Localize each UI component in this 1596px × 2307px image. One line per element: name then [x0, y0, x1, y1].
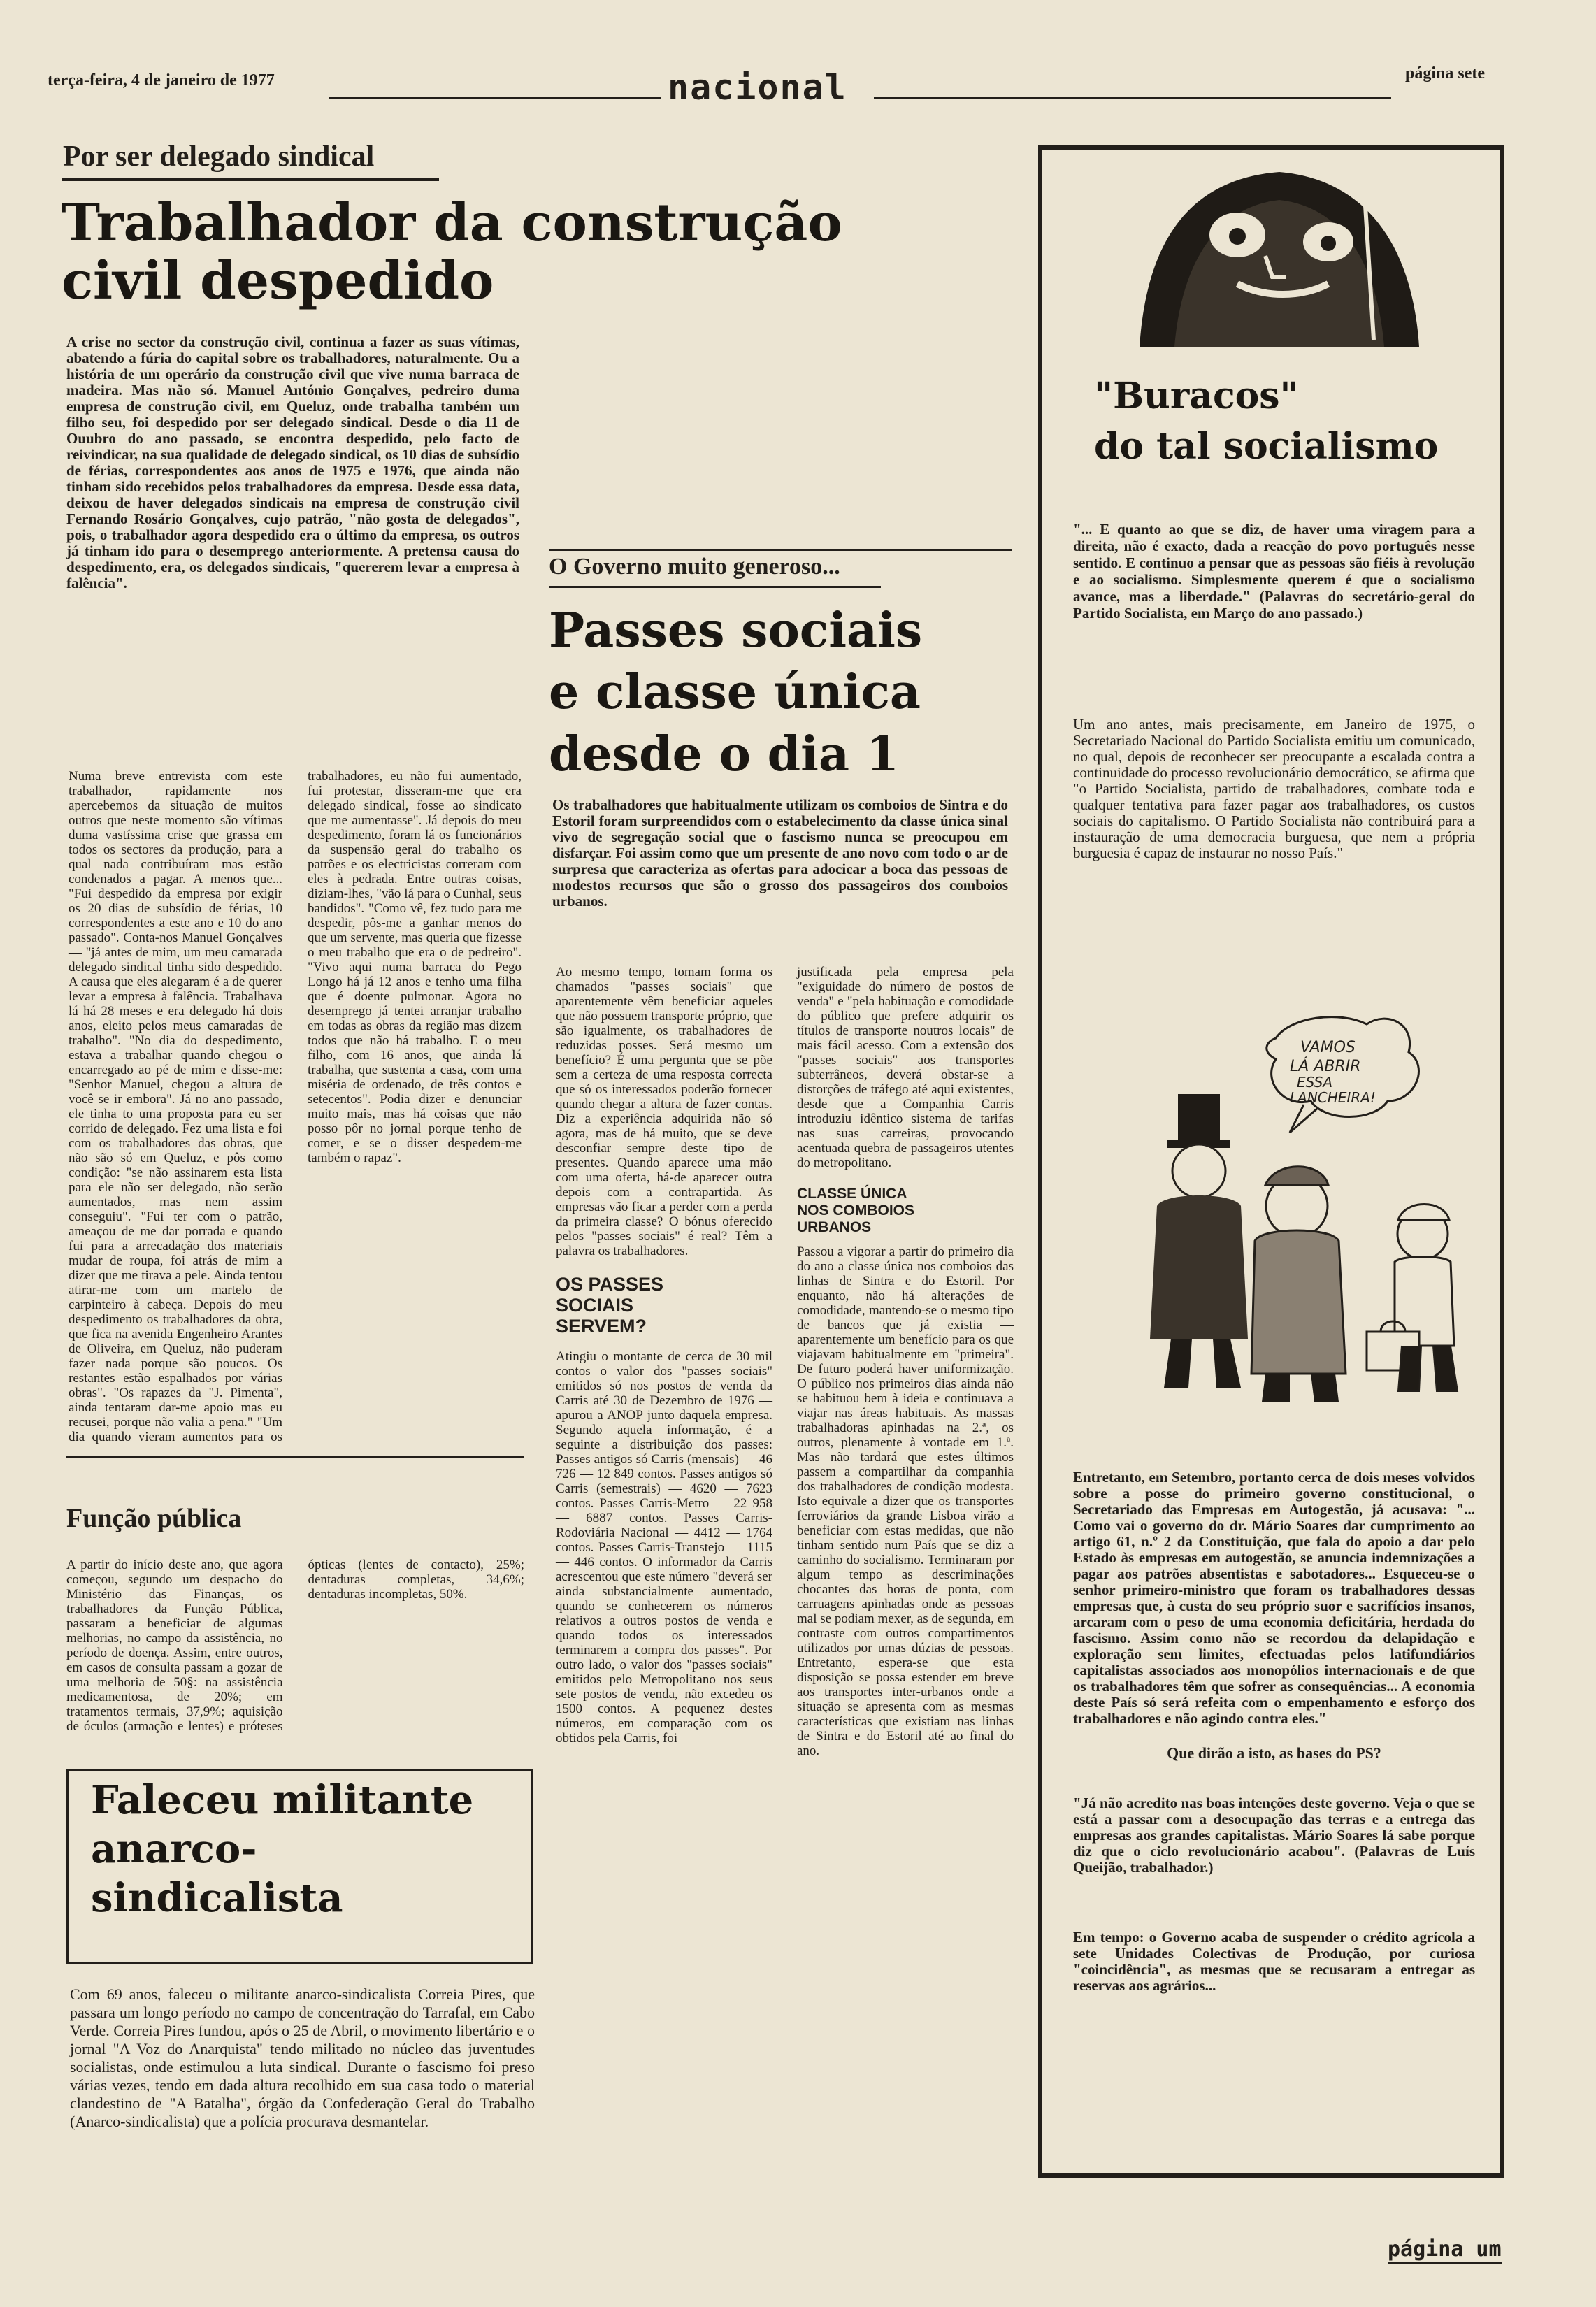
kicker-underline: [62, 178, 439, 181]
article1-kicker: Por ser delegado sindical: [63, 141, 375, 173]
buracos-para1: Um ano antes, mais precisamente, em Janeiro de 1975, o Secretariado Nacional do Partido Socialista emitiu um comunicado, no qual, depois de reconhecer ser preocupante a escalada contra a continuidade do processo revolucionário democrático, se afirma que "o Partido Socialista, partido de trabalhadores, combate toda e qualquer tentativa para fazer pagar aos trabalhadores, os custos sociais do capitalismo. O Partido Socialista não contribuirá para a instauração de uma democracia burguesa, que nem a própria burguesia é capaz de instaurar no nosso País.": [1073, 716, 1475, 861]
portrait-image: [1133, 158, 1426, 354]
funcao-headline: Função pública: [66, 1504, 242, 1533]
article2-col-rule: [549, 549, 1012, 551]
header-rule-right: [874, 97, 1391, 99]
buracos-para4: Em tempo: o Governo acaba de suspender o crédito agrícola a sete Unidades Colectivas de Produção, por curiosa "coincidência", as mesmas que se recusaram a entregar as reservas aos agrários...: [1073, 1929, 1475, 1994]
cartoon-bubble-line3: ESSA: [1297, 1074, 1332, 1091]
portrait-illustration: [1133, 158, 1426, 354]
faleceu-body: Com 69 anos, faleceu o militante anarco-sindicalista Correia Pires, que passara um longo período no campo de concentração do Tarrafal, em Cabo Verde. Correia Pires fundou, após o 25 de Abril, o movimento libertário e o jornal "A Voz do Anarquista" tendo militado no núcleo das juventudes socialistas, onde estimulou a luta sindical. Durante o fascismo foi preso várias vezes, tendo em dada altura recolhido em sua casa todo o material clandestino de "A Batalha", órgão da Confederação Geral do Trabalho (Anarco-sindicalista) que a polícia procurava desmantelar.: [70, 1985, 535, 2130]
cartoon-bubble-line4: LANCHEIRA!: [1290, 1089, 1376, 1106]
funcao-body: A partir do início deste ano, que agora começou, segundo um despacho do Ministério das Finanças, os trabalhadores da Função Pública, passaram a beneficiar de algumas melhorias, no campo da assistência, no período de doença. Assim, entre outros, em casos de consulta passam a gozar de uma melhoria de 50§: na assistência medicamentosa, de 20%; em tratamentos termais, 37,9%; aquisição de óculos (armação e lentes) e próteses ópticas (lentes de contacto), 25%; dentaduras completas, 34,6%; dentaduras incompletas, 50%.: [66, 1558, 524, 1734]
buracos-headline-1: "Buracos": [1094, 375, 1299, 417]
cartoon-bubble-line2: LÁ ABRIR: [1290, 1058, 1361, 1075]
cartoon-bubble-line1: VAMOS: [1300, 1039, 1356, 1056]
faleceu-headline: Faleceu militante anarco-sindicalista: [91, 1777, 474, 1921]
passes-body-c: justificada pela empresa pela "exiguidade do número de postos de venda" e "pela habituação e comodidade do público que prefere adquirir os títulos de transporte noutros locais" de mais fácil acesso. Com a extensão dos "passes sociais" aos transportes subterrâneos, deverá obstar-se a distorções de tráfego até aqui existentes, desde que a Companhia Carris introduziu idêntico sistema de tarifas nas suas carreiras, provocando acentuada quebra de passageiros utentes do metropolitano.: [797, 965, 1014, 1170]
passes-sub2: CLASSE ÚNICA NOS COMBOIOS URBANOS: [797, 1186, 915, 1235]
header-rule-left: [329, 97, 661, 99]
article1-headline: Trabalhador da construção civil despedido: [62, 193, 842, 311]
buracos-question: Que dirão a isto, as bases do PS?: [1167, 1744, 1381, 1762]
continued-on-page[interactable]: página um: [1388, 2237, 1502, 2264]
passes-col-a: [556, 965, 772, 1746]
buracos-headline-2: do tal socialismo: [1094, 425, 1439, 468]
cartoon-illustration: [1087, 1010, 1500, 1409]
passes-sub1: OS PASSES SOCIAIS SERVEM?: [556, 1274, 664, 1337]
article1-body: Numa breve entrevista com este trabalhador, rapidamente nos apercebemos da situação de muitos outros que neste momento são vítimas duma vastíssima crise que grassa em todos os sectores da produção, para a qual nada contribuíram mas estão condenados a pagar. A menos que... "Fui despedido da empresa por exigir os 20 dias de subsídio de férias, 10 correspondentes a este ano e 10 do ano passado". Conta-nos Manuel Gonçalves — "já antes de mim, um meu camarada delegado sindical tinha sido despedido. A causa que eles alegaram é a de querer levar a empresa à falência. Trabalhava lá há 28 meses e era delegado há dois anos, eleito pelos meus camaradas de trabalho". "No dia do despedimento, estava a trabalhar quando chegou o encarregado ao pé de mim e disse-me: "Senhor Manuel, chegou a altura de você se ir embora". Já no ano passado, ele tinha to uma proposta para eu ser corrido de delegado. Fez uma lista e foi com os trabalhadores das obras, que não são só em Queluz, e pôs como condição: "se não assinarem esta lista para ele não ser delegado, não serão aumentados, mas nem assim conseguiu". "Fui ter com o patrão, ameaçou de me dar porrada e quando fui para a arrecadação dos materiais mudar de roupa, foi atrás de mim a dizer que me tirava a pele. Ainda tentou atirar-me com um martelo de carpinteiro à cabeça. Depois do meu despedimento os trabalhadores da obra, que fica na avenida Engenheiro Arantes de Oliveira, em Queluz, não puderam fazer nada porque são poucos. Os restantes estão espalhados por várias obras". "Os rapazes da "J. Pimenta", ainda tentaram dar-me apoio mas eu recusei, porque não valia a pena." "Um dia quando vieram aumentos para os trabalhadores, eu não fui aumentado, fui protestar, disseram-me que era delegado sindical, fosse ao sindicato que me aumentasse". Já depois do meu despedimento, foram lá os funcionários da suspensão geral do trabalho os patrões e os electricistas correram com eles à pedrada. Entre outras coisas, diziam-lhes, "vão lá para o Cunhal, seus bandidos". "Como vê, fez tudo para me despedir, pôs-me a ganhar menos do que um servente, mas queria que fizesse o meu trabalho que era o de pedreiro". "Vivo aqui numa barraca do Pego Longo há já 12 anos e tenho uma filha que é doente pulmonar. Agora no desemprego já tentei arranjar trabalho em todas as obras da região mas dizem todos que não há trabalho. E o meu filho, com 16 anos, que ainda lá trabalha, que sustenta a casa, com uma miséria de ordenado, de três contos e setecentos". Podia dizer e denunciar muito mais, mas há coisas que não posso pôr no jornal porque tenho de comer, e se o disser despedem-me também o rapaz".: [69, 769, 522, 1444]
buracos-para3: "Já não acredito nas boas intenções deste governo. Veja o que se está a passar com a desocupação das terras e a entrega das empresas aos grandes capitalistas. Mário Soares lá sabe porque diz que o ciclo revolucionário acabou". (Palavras de Luís Queijão, trabalhador.): [1073, 1795, 1475, 1876]
article1-bottom-rule: [66, 1456, 524, 1458]
passes-body-b: Atingiu o montante de cerca de 30 mil contos o valor dos "passes sociais" emitidos só nos postos de venda da Carris até 30 de Dezembro de 1976 — apurou a ANOP junto daquela empresa. Segundo aquela informação, é a seguinte a distribuição dos passes: Passes antigos só Carris (mensais) — 46 726 — 12 849 contos. Passes antigos só Carris (semestrais) — 4620 — 7623 contos. Passes Carris-Metro — 22 958 — 6887 contos. Passes Carris-Rodoviária Nacional — 4412 — 1764 contos. Passes Carris-Transtejo — 1115 — 446 contos. O informador da Carris acrescentou que este número "deverá ser ainda substancialmente aumentado, quando se conhecerem os números relativos a outros postos de venda e quando todos os interessados terminarem a compra dos passes". Por outro lado, o valor dos "passes sociais" emitidos pelo Metropolitano nos seus sete postos de venda, não excedeu os 1500 contos. A pequenez destes números, em comparação com os obtidos pela Carris, foi: [556, 1349, 772, 1746]
passes-col-b: [797, 965, 1014, 1758]
buracos-quote: "... E quanto ao que se diz, de haver uma viragem para a direita, não é exacto, dada a reacção do povo português nesse sentido. E continuo a pensar que as pessoas são fiéis à revolução e ao socialismo. Simplesmente querem é que o socialismo avance, mas a liberdade." (Palavras do secretário-geral do Partido Socialista, em Março do ano passado.): [1073, 521, 1475, 621]
passes-body-a: Ao mesmo tempo, tomam forma os chamados "passes sociais" que aparentemente vêm beneficiar aqueles que não possuem transporte próprio, que são igualmente, os trabalhadores de reduzidas posses. Será mesmo um benefício? É uma pergunta que se põe sem a certeza de uma resposta correcta que só os interessados poderão fornecer quando chegar a altura de fazer contas. Diz a experiência adquirida não só agora, mas de há muito, que se deve desconfiar sempre deste tipo de presentes. Quando aparece uma mão com uma oferta, há-de aparecer outra depois com a contrapartida. As empresas vão ficar a perder com a perda da primeira classe? O bónus oferecido pelos "passes sociais" é real? Têm a palavra os trabalhadores.: [556, 965, 772, 1258]
article1-continuation: [549, 334, 748, 540]
buracos-para2: Entretanto, em Setembro, portanto cerca de dois meses volvidos sobre a posse do primeiro governo constitucional, o Secretariado das Empresas em Autogestão, já acusava: "... Como vai o governo do dr. Mário Soares dar cumprimento ao artigo 61, n.º 2 da Constituição, que fala do apoio a dar pelo Estado às empresas em autogestão, se anuncia indemnizações a pagar aos patrões absentistas e sabotadores... Esqueceu-se o senhor primeiro-ministro que foram os trabalhadores dessas empresas que, à custa do seu próprio suor e sacrifícios insanos, arcaram com o peso de uma economia deficitária, herdada do fascismo. Assim como não se recordou da delapidação e exploração sem limites, efectuadas pelos latifundiários capitalistas associados aos monopólios internacionais e de que os trabalhadores têm que sofrer as consequências... A economia deste País só será refeita com o empenhamento e esforço dos trabalhadores e não agindo contra eles.": [1073, 1469, 1475, 1727]
passes-kicker: O Governo muito generoso...: [549, 554, 840, 580]
section-name: nacional: [668, 67, 847, 108]
masthead-date: terça-feira, 4 de janeiro de 1977: [48, 71, 275, 89]
article1-lead: A crise no sector da construção civil, continua a fazer as suas vítimas, abatendo a fúria do capital sobre os trabalhadores, naturalmente. Ou a história de um operário da construção civil que vive numa barraca de madeira. Mas não só. Manuel António Gonçalves, pedreiro duma empresa de construção civil, em Queluz, onde trabalha também um filho seu, foi despedido por ser delegado sindical. Desde o dia 11 de Ouubro do ano passado, se encontra despedido, pelo facto de reivindicar, na sua qualidade de delegado sindical, os 10 dias de subsídio de férias, correspondentes aos anos de 1975 e 1976, que ainda não tinham sido recebidos pelos trabalhadores da empresa. Desde essa data, deixou de haver delegados sindicais na empresa de construção civil Fernando Rosário Gonçalves, cujo patrão, "não gosta de delegados", pois, o trabalhador agora despedido era o último da empresa, os outros já tinham ido para o desemprego anteriormente. A pretensa causa do despedimento, era, os delegados sindicais, "quererem levar a empresa à falência".: [66, 333, 519, 591]
passes-lead: Os trabalhadores que habitualmente utilizam os comboios de Sintra e do Estoril foram surpreendidos com o estabelecimento da classe única sinal vivo de segregação social que o fascismo nunca se preocupou em disfarçar. Foi assim como que um presente de ano novo com todo o ar de surpresa que caracteriza as ofertas para adocicar a boca das pessoas de modestos recursos que são o grosso dos passageiros dos comboios urbanos.: [552, 796, 1008, 910]
page-number: página sete: [1405, 64, 1485, 82]
cartoon-drawing: [1087, 1010, 1500, 1409]
passes-headline: Passes sociais e classe única desde o dia 1: [549, 603, 923, 782]
passes-body-d: Passou a vigorar a partir do primeiro dia do ano a classe única nos comboios das linhas de Sintra e do Estoril. Por enquanto, não há alterações de comodidade, mantendo-se o mesmo tipo de bancos que já existia — aparentemente um benefício para os que viajavam habitualmente em "primeira". De futuro poderá haver uniformização. O público nos primeiros dias ainda não se habituou bem à ideia e continuava a viajar nas áreas habituais. As massas trabalhadoras apinhadas na 2.ª, os outros, plenamente à vontade em 1.ª. Mas não tardará que estes últimos passem a compartilhar da companhia dos trabalhadores de condição modesta. Isto equivale a dizer que os transportes ferroviários da grande Lisboa virão a beneficiar com estas medidas, que não tinham sentido num País que se diz a caminho do socialismo. Terminaram por algum tempo as descriminações chocantes das horas de ponta, com carruagens apinhadas onde as pessoas mal se podiam mexer, as de segunda, em contraste com outros compartimentos utilizados por umas dúzias de pessoas. Entretanto, espera-se que esta disposição se possa estender em breve aos transportes inter-urbanos onde a situação se apresenta com as mesmas características que existiam nas linhas de Sintra e do Estoril até ao final do ano.: [797, 1244, 1014, 1758]
passes-kicker-underline: [549, 586, 881, 588]
